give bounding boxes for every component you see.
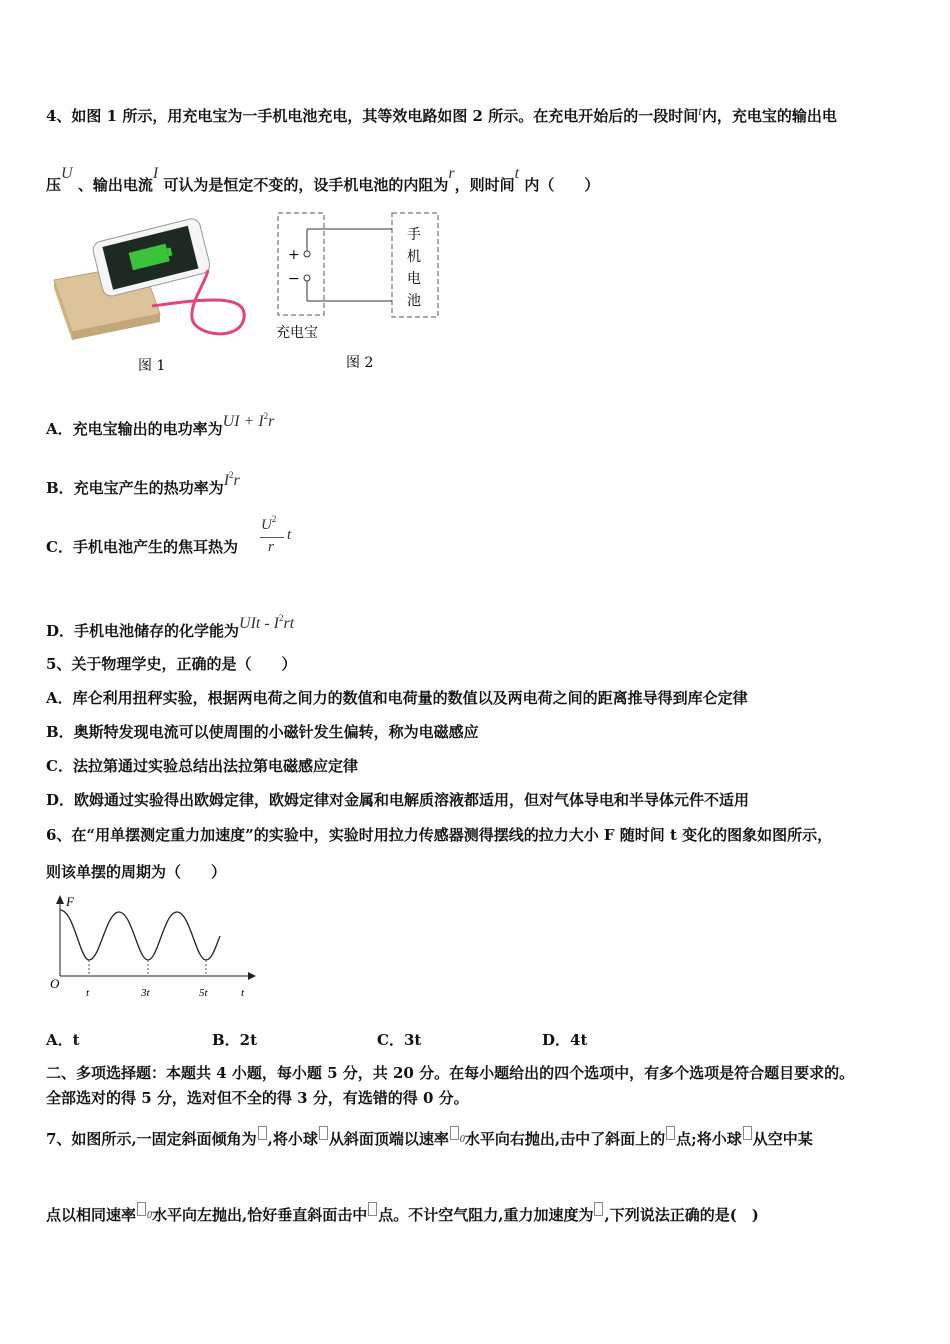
formula-d: UIt - $I^2rt$ [239, 613, 295, 632]
figure-2 [270, 205, 450, 377]
q4-option-b: B．充电宝产生的热功率为$I^2r$ [46, 470, 240, 497]
q6-stem-line2: 则该单摆的周期为（ ） [46, 863, 227, 881]
force-curve [60, 910, 220, 960]
figure-2-caption: 图 2 [346, 355, 374, 371]
q4-option-a: A．充电宝输出的电功率为UI + $I^2r$ [46, 411, 275, 438]
missing-glyph-icon [743, 1126, 752, 1140]
figure-1 [48, 208, 258, 378]
power-bank-phone-illustration [48, 208, 258, 378]
q5-stem: 5、关于物理学史，正确的是（ ） [46, 655, 297, 673]
y-axis-label: F [66, 894, 74, 909]
q4-stem-line1: 4、如图 1 所示，用充电宝为一手机电池充电，其等效电路如图 2 所示。在充电开始后的一段时间t内，充电宝的输出电 [46, 103, 837, 125]
q7-stem-line2: 点以相同速率 0水平向左抛出,恰好垂直斜面击中 点。不计空气阻力,重力加速度为 ,下列说法正确的是( ) [46, 1202, 759, 1226]
q4-option-d: D．手机电池储存的化学能为UIt - $I^2rt$ [46, 613, 295, 640]
missing-glyph-icon [319, 1126, 328, 1140]
tick-label-t: t [86, 987, 90, 999]
origin-label: O [50, 976, 60, 991]
tick-label-3t: 3t [141, 987, 150, 999]
tick-label-5t: 5t [199, 987, 208, 999]
q5-option-b: B．奥斯特发现电流可以使周围的小磁针发生偏转，称为电磁感应 [46, 723, 479, 741]
var-t: t [698, 103, 702, 118]
q5-option-c: C．法拉第通过实验总结出法拉第电磁感应定律 [46, 757, 358, 775]
power-bank-label: 充电宝 [276, 325, 318, 341]
battery-label-2: 机 [407, 249, 421, 265]
missing-glyph-icon [450, 1126, 459, 1140]
missing-glyph-icon [666, 1126, 675, 1140]
missing-glyph-icon [368, 1202, 377, 1216]
formula-a: UI + $I^2r$ [222, 411, 275, 430]
force-time-graph [44, 892, 260, 1002]
q6-option-b: B．2t [212, 1031, 258, 1049]
figure-1-caption: 图 1 [138, 358, 166, 374]
q6-option-d: D．4t [542, 1031, 588, 1049]
missing-glyph-icon [137, 1202, 146, 1216]
minus-terminal: − [288, 271, 300, 287]
q6-option-a: A．t [46, 1031, 80, 1049]
q5-option-d: D．欧姆通过实验得出欧姆定律，欧姆定律对金属和电解质溶液都适用，但对气体导电和半导体元件不适用 [46, 791, 750, 809]
q7-stem-line1: 7、如图所示,一固定斜面倾角为 ,将小球 从斜面顶端以速率 0水平向右抛出,击中了斜面上的 点;将小球 从空中某 [46, 1126, 813, 1150]
var-i: I [152, 165, 159, 182]
section2-header-line2: 全部选对的得 5 分，选对但不全的得 3 分，有选错的得 0 分。 [46, 1089, 469, 1107]
equivalent-circuit-diagram [270, 205, 450, 377]
plus-terminal: + [288, 247, 300, 263]
formula-b: $I^2r$ [223, 470, 240, 489]
formula-c: $U^2$ r t [261, 514, 292, 555]
var-u: U [61, 165, 73, 182]
q4-stem-line2: 压U 、输出电流I 可认为是恒定不变的，设手机电池的内阻为r，则时间t 内（ ） [46, 165, 600, 194]
q4-option-c: C．手机电池产生的焦耳热为 [46, 538, 238, 556]
battery-label-1: 手 [407, 227, 421, 243]
q6-stem-line1: 6、在“用单摆测定重力加速度”的实验中，实验时用拉力传感器测得摆线的拉力大小 F 随时间 t 变化的图象如图所示， [46, 826, 833, 844]
q5-option-a: A．库仑利用扭秤实验，根据两电荷之间力的数值和电荷量的数值以及两电荷之间的距离推导得到库仑定律 [46, 689, 748, 707]
var-r: r [448, 165, 455, 182]
battery-label-4: 池 [407, 293, 421, 309]
section2-header-line1: 二、多项选择题：本题共 4 小题，每小题 5 分，共 20 分。在每小题给出的四个选项中，有多个选项是符合题目要求的。 [46, 1064, 855, 1082]
q6-option-c: C．3t [377, 1031, 422, 1049]
missing-glyph-icon [594, 1202, 603, 1216]
x-axis-label: t [241, 987, 245, 999]
missing-glyph-icon [258, 1126, 267, 1140]
battery-label-3: 电 [407, 271, 421, 287]
var-t2: t [514, 165, 520, 182]
